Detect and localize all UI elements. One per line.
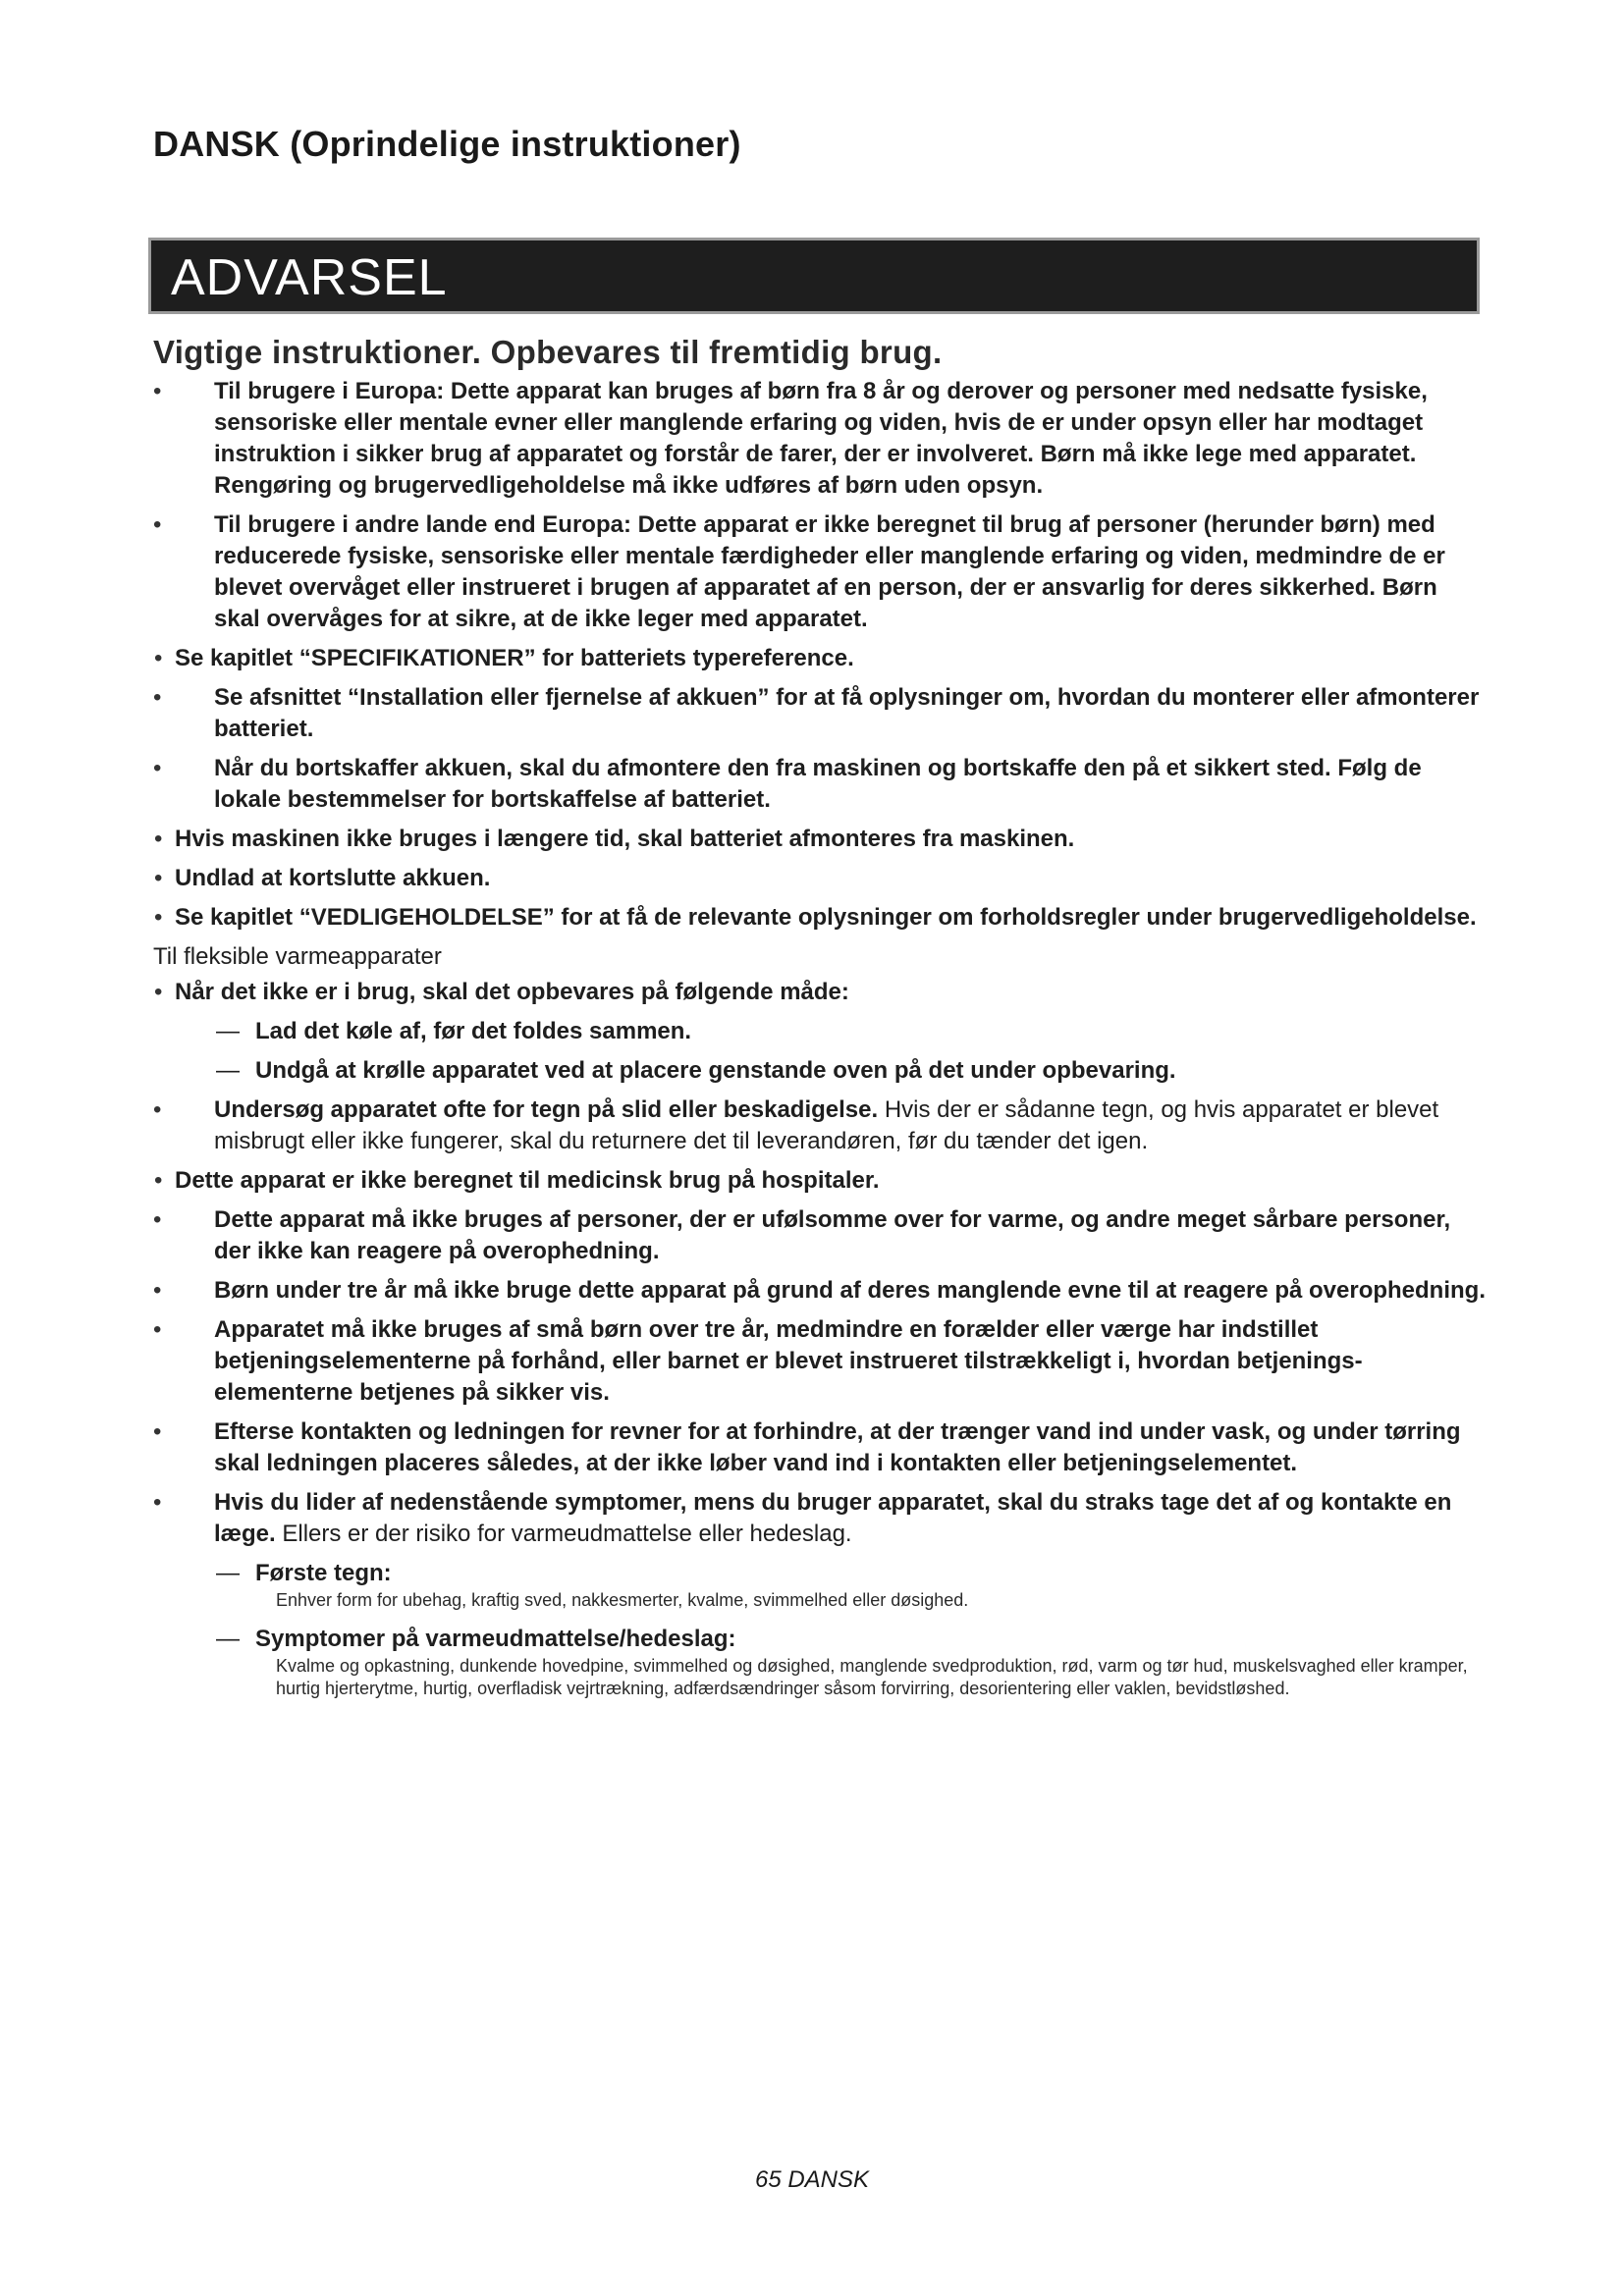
bullet-icon: • — [153, 1096, 162, 1123]
bullet-icon: • — [154, 826, 163, 852]
list-item — [153, 1095, 1489, 1157]
list-item — [153, 977, 1489, 1008]
list-item — [153, 1204, 1489, 1267]
first-signs-heading — [153, 1558, 1489, 1589]
bullet-icon: • — [153, 1316, 162, 1343]
bullet-icon: • — [154, 865, 163, 891]
dash-icon: — — [216, 1560, 240, 1586]
first-signs-text: Enhver form for ubehag, kraftig sved, nakkesmerter, kvalme, svimmelhed eller døsighed. — [276, 1590, 969, 1610]
list-item-text: Til brugere i Europa: Dette apparat kan bruges af børn fra 8 år og derover og personer med nedsatte fysiske, sensoriske eller mentale evner eller manglende erfaring og viden, hvis de er under opsyn eller har modtaget instruktion i sikker brug af apparatet og forstår de farer, der er involveret. Børn må ikke lege med apparatet. Rengøring og brugervedligeholdelse må ikke udføres af børn uden opsyn. — [214, 378, 1428, 499]
list-item-text: Se afsnittet “Installation eller fjernelse af akkuen” for at få oplysninger om, hvordan du monterer eller afmonterer batteriet. — [214, 684, 1480, 742]
warning-banner-label: ADVARSEL — [171, 249, 448, 306]
bullet-icon: • — [153, 511, 162, 538]
list-item-text: Se kapitlet “SPECIFIKATIONER” for batteriets typereference. — [175, 645, 854, 671]
page-number: 65 DANSK — [754, 2166, 870, 2193]
list-item — [153, 509, 1489, 635]
bullet-icon: • — [153, 1277, 162, 1304]
bullet-icon: • — [154, 904, 163, 931]
list-item-text: Apparatet må ikke bruges af små børn over tre år, medmindre en forælder eller værge har indstillet betjeningselementerne på forhånd, eller barnet er blevet instrueret tilstrækkeligt i, hvordan betjenings-elementerne betjenes på sikker vis. — [214, 1316, 1363, 1406]
bullet-icon: • — [153, 1206, 162, 1233]
list-item-text: Efterse kontakten og ledningen for revner for at forhindre, at der trænger vand ind under vask, og under tørring skal ledningen placeres således, at der ikke løber vand ind i kontakten eller betjeningselementet. — [214, 1418, 1461, 1476]
dash-icon: — — [216, 1626, 240, 1652]
list-item — [153, 753, 1489, 816]
list-item — [153, 643, 1489, 674]
list-item-text: Ellers er der risiko for varmeudmattelse eller hedeslag. — [275, 1521, 852, 1547]
bullet-icon: • — [153, 378, 162, 404]
list-item-text: Børn under tre år må ikke bruge dette apparat på grund af deres manglende evne til at reagere på overophedning. — [214, 1277, 1486, 1304]
list-item-bold-text: Hvis du lider af nedenstående symptomer, mens du bruger apparatet, skal du straks tage det af og kontakte en læge. — [214, 1489, 1452, 1547]
bullet-icon: • — [153, 684, 162, 711]
list-item — [153, 1416, 1489, 1479]
heat-symptoms-heading — [153, 1624, 1489, 1655]
page-title: DANSK (Oprindelige instruktioner) — [153, 124, 741, 164]
sub-list-item — [153, 1016, 1489, 1047]
list-item-text: Når du bortskaffer akkuen, skal du afmontere den fra maskinen og bortskaffe den på et sikkert sted. Følg de lokale bestemmelser for bortskaffelse af batteriet. — [214, 755, 1422, 813]
list-item — [153, 682, 1489, 745]
bullet-icon: • — [154, 1167, 163, 1194]
first-signs-title: Første tegn: — [255, 1560, 392, 1586]
list-item-text: Se kapitlet “VEDLIGEHOLDELSE” for at få de relevante oplysninger om forholdsregler under brugervedligeholdelse. — [175, 904, 1477, 931]
sub-list-item — [153, 1055, 1489, 1087]
bullet-icon: • — [153, 755, 162, 781]
list-item — [153, 1275, 1489, 1307]
dash-icon: — — [216, 1018, 240, 1044]
list-item-text: Hvis maskinen ikke bruges i længere tid, skal batteriet afmonteres fra maskinen. — [175, 826, 1075, 852]
list-item — [153, 376, 1489, 502]
list-item-bold-text: Undersøg apparatet ofte for tegn på slid eller beskadigelse. — [214, 1096, 879, 1123]
section-title: Vigtige instruktioner. Opbevares til fremtidig brug. — [153, 334, 943, 370]
heat-symptoms-text: Kvalme og opkastning, dunkende hovedpine, svimmelhed og døsighed, manglende svedproduktion, rød, varm og tør hud, muskelsvaghed eller kramper, hurtig hjerterytme, hurtig, overfladisk vejrtrækning, adfærdsændringer såsom forvirring, desorientering eller vaklen, bevidstløshed. — [276, 1656, 1468, 1698]
list-item-text: Dette apparat er ikke beregnet til medicinsk brug på hospitaler. — [175, 1167, 880, 1194]
list-item-text: Hvis der er sådanne tegn, og hvis apparatet er blevet misbrugt eller ikke fungerer, skal du returnere det til leverandøren, før du tænder det igen. — [214, 1096, 1439, 1154]
heat-symptoms-title: Symptomer på varmeudmattelse/hedeslag: — [255, 1626, 736, 1652]
instruction-list — [153, 376, 1489, 1712]
sub-list-item-text: Lad det køle af, før det foldes sammen. — [255, 1018, 692, 1044]
list-item-text: Til brugere i andre lande end Europa: Dette apparat er ikke beregnet til brug af personer (herunder børn) med reducerede fysiske, sensoriske eller mentale færdigheder eller manglende erfaring og viden, medmindre de er blevet overvåget eller instrueret i brugen af apparatet af en person, der er ansvarlig for deres sikkerhed. Børn skal overvåges for at sikre, at de ikke leger med apparatet. — [214, 511, 1445, 632]
warning-banner — [148, 238, 1480, 314]
bullet-icon: • — [154, 979, 163, 1005]
dash-icon: — — [216, 1057, 240, 1084]
bullet-icon: • — [153, 1418, 162, 1445]
list-item — [153, 824, 1489, 855]
list-item-text: Undlad at kortslutte akkuen. — [175, 865, 491, 891]
list-item — [153, 863, 1489, 894]
bullet-icon: • — [153, 1489, 162, 1516]
list-item-text: Når det ikke er i brug, skal det opbevares på følgende måde: — [175, 979, 849, 1005]
flexible-heaters-heading: Til fleksible varmeapparater — [153, 943, 442, 970]
list-item — [153, 902, 1489, 934]
sub-list-item-text: Undgå at krølle apparatet ved at placere genstande oven på det under opbevaring. — [255, 1057, 1176, 1084]
bullet-icon: • — [154, 645, 163, 671]
list-item — [153, 1314, 1489, 1409]
list-item-text: Dette apparat må ikke bruges af personer, der er ufølsomme over for varme, og andre meget sårbare personer, der ikke kan reagere på overophedning. — [214, 1206, 1451, 1264]
list-item — [153, 1487, 1489, 1550]
list-item — [153, 1165, 1489, 1197]
